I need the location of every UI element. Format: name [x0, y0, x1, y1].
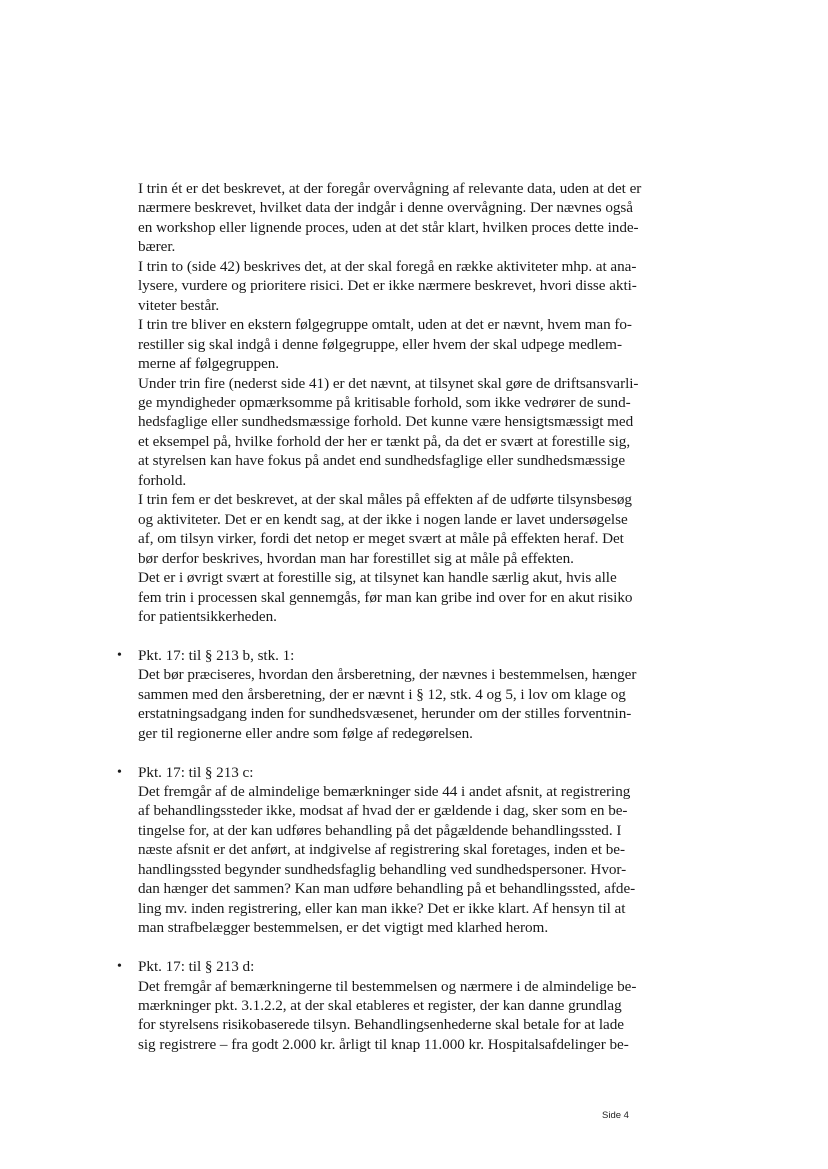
text-line: for patientsikkerheden. [138, 607, 277, 625]
bullet-heading: Pkt. 17: til § 213 c: [138, 763, 254, 781]
bullet-heading-line [117, 763, 628, 782]
bullet-heading: Pkt. 17: til § 213 b, stk. 1: [138, 646, 295, 664]
text-line: hedsfaglige eller sundhedsmæssige forhold. Det kunne være hensigtsmæssigt med [138, 413, 634, 431]
text-line: nærmere beskrevet, hvilket data der indgår i denne overvågning. Der nævnes også [138, 199, 633, 217]
text-line: mærkninger pkt. 3.1.2.2, at der skal etableres et register, der kan danne grundlag [138, 996, 622, 1014]
intro-paragraphs [138, 179, 642, 626]
bullet-icon: • [117, 647, 122, 663]
text-line: bærer. [138, 238, 176, 256]
text-line: I trin fem er det beskrevet, at der skal måles på effekten af de udførte tilsynsbesøg [138, 491, 632, 509]
text-line: tingelse for, at der kan udføres behandling på det pågældende behandlingssted. I [138, 821, 622, 839]
text-line: restiller sig skal indgå i denne følgegruppe, eller hvem der skal udpege medlem- [138, 335, 622, 353]
bullet-icon: • [117, 959, 122, 975]
bullet-icon: • [117, 764, 122, 780]
text-line: ling mv. inden registrering, eller kan man ikke? Det er ikke klart. Af hensyn til at [138, 899, 626, 917]
text-line: I trin tre bliver en ekstern følgegruppe omtalt, uden at det er nævnt, hvem man fo- [138, 316, 632, 334]
bullet-heading-line [117, 957, 628, 976]
bullet-item [117, 646, 637, 743]
text-line: ger til regionerne eller andre som følge af redegørelsen. [138, 724, 473, 742]
text-line: I trin to (side 42) beskrives det, at der skal foregå en række aktiviteter mhp. at ana- [138, 257, 637, 275]
page-number: Side 4 [602, 1110, 629, 1121]
text-line: merne af følgegruppen. [138, 355, 280, 373]
text-line: forhold. [138, 471, 187, 489]
bullet-heading-line [117, 646, 628, 665]
body-text [117, 179, 642, 1054]
text-line: Det fremgår af bemærkningerne til bestemmelsen og nærmere i de almindelige be- [138, 977, 637, 995]
bullet-heading: Pkt. 17: til § 213 d: [138, 958, 255, 976]
text-line: Det bør præciseres, hvordan den årsberetning, der nævnes i bestemmelsen, hænger [138, 666, 637, 684]
text-line: Det er i øvrigt svært at forestille sig, at tilsynet kan handle særlig akut, hvis alle [138, 569, 617, 587]
text-line: I trin ét er det beskrevet, at der foregår overvågning af relevante data, uden at det er [138, 180, 642, 197]
text-line: at styrelsen kan have fokus på andet end sundhedsfaglige eller sundhedsmæssige [138, 452, 626, 470]
text-line: handlingssted begynder sundhedsfaglig behandling ved sundhedspersoner. Hvor- [138, 860, 627, 878]
text-line: erstatningsadgang inden for sundhedsvæsenet, herunder om der stilles forventnin- [138, 705, 632, 723]
text-line: for styrelsens risikobaserede tilsyn. Behandlingsenhederne skal betale for at lade [138, 1016, 624, 1034]
text-line: Det fremgår af de almindelige bemærkninger side 44 i andet afsnit, at registrering [138, 783, 631, 801]
bullet-item [117, 957, 637, 1054]
text-line: fem trin i processen skal gennemgås, før man kan gribe ind over for en akut risiko [138, 588, 633, 606]
text-line: af behandlingssteder ikke, modsat af hvad der er gældende i dag, sker som en be- [138, 802, 628, 820]
text-line: Under trin fire (nederst side 41) er det nævnt, at tilsynet skal gøre de driftsansvarli- [138, 374, 639, 392]
text-line: en workshop eller lignende proces, uden at det står klart, hvilken proces dette inde- [138, 218, 639, 236]
text-line: af, om tilsyn virker, fordi det netop er meget svært at måle på effekten heraf. Det [138, 530, 624, 548]
text-line: bør derfor beskrives, hvordan man har forestillet sig at måle på effekten. [138, 549, 574, 567]
bullet-item [117, 763, 636, 938]
text-line: dan hænger det sammen? Kan man udføre behandling på et behandlingssted, afde- [138, 880, 636, 898]
text-line: et eksempel på, hvilke forhold der her er tænkt på, da det er svært at forestille sig, [138, 432, 631, 450]
text-line: man strafbelægger bestemmelsen, er det vigtigt med klarhed herom. [138, 919, 549, 937]
text-line: sammen med den årsberetning, der er nævnt i § 12, stk. 4 og 5, i lov om klage og [138, 685, 626, 703]
text-line: og aktiviteter. Det er en kendt sag, at der ikke i nogen lande er lavet undersøgelse [138, 510, 628, 528]
text-line: sig registrere – fra godt 2.000 kr. årligt til knap 11.000 kr. Hospitalsafdelinger be- [138, 1035, 629, 1053]
bullet-list [117, 646, 637, 1054]
text-line: ge myndigheder opmærksomme på kritisable forhold, som ikke vedrører de sund- [138, 393, 631, 411]
text-line: næste afsnit er det anført, at indgivelse af registrering skal foretages, inden et be- [138, 841, 626, 859]
text-line: lysere, vurdere og prioritere risici. Det er ikke nærmere beskrevet, hvori disse akti- [138, 277, 637, 295]
text-line: viteter består. [138, 296, 220, 314]
